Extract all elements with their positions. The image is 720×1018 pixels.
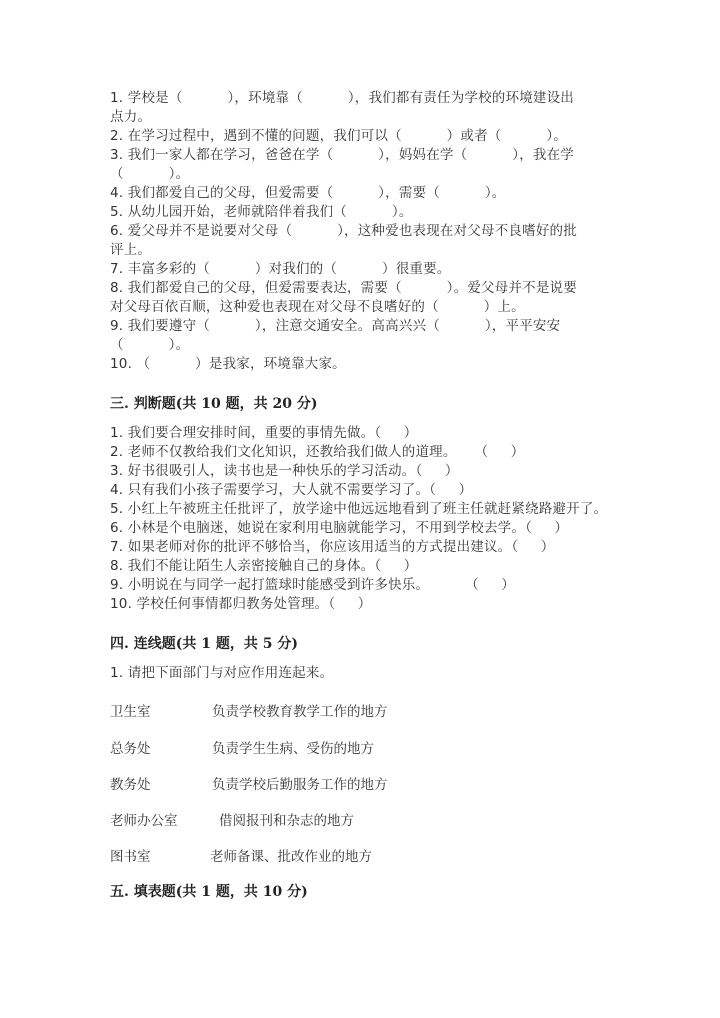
match-role: 负责学校后勤服务工作的地方 — [212, 777, 388, 793]
fill-line: 对父母百依百顺，这种爱也表现在对父母不良嗜好的（ ）上。 — [110, 299, 525, 315]
fill-line: 1. 学校是（ ），环境靠（ ），我们都有责任为学校的环境建设出 — [110, 90, 574, 106]
fill-line: 8. 我们都爱自己的父母，但爱需要表达，需要（ ）。爱父母并不是说要 — [110, 280, 577, 296]
fill-line: 10. （ ）是我家，环境靠大家。 — [110, 356, 346, 372]
section-heading-judge: 三. 判断题(共 10 题，共 20 分) — [110, 396, 318, 412]
section-heading-match: 四. 连线题(共 1 题，共 5 分) — [110, 636, 298, 652]
match-role: 老师备课、批改作业的地方 — [210, 849, 372, 865]
judge-line: 5. 小红上午被班主任批评了，放学途中他远远地看到了班主任就赶紧绕路避开了。 — [110, 501, 608, 517]
judge-line: 10. 学校任何事情都归教务处管理。（ ） — [110, 596, 372, 612]
fill-line: 点力。 — [110, 109, 152, 125]
judge-line: 8. 我们不能让陌生人亲密接触自己的身体。（ ） — [110, 558, 418, 574]
section-heading-table: 五. 填表题(共 1 题，共 10 分) — [110, 884, 308, 900]
match-dept: 老师办公室 — [110, 813, 178, 829]
fill-line: （ ）。 — [110, 166, 190, 182]
fill-line: 3. 我们一家人都在学习，爸爸在学（ ），妈妈在学（ ），我在学 — [110, 147, 574, 163]
match-dept: 卫生室 — [110, 704, 151, 720]
judge-line: 1. 我们要合理安排时间，重要的事情先做。（ ） — [110, 425, 418, 441]
judge-line: 6. 小林是个电脑迷，她说在家利用电脑就能学习，不用到学校去学。（ ） — [110, 520, 569, 536]
judge-line: 9. 小明说在与同学一起打篮球时能感受到许多快乐。 （ ） — [110, 577, 515, 593]
fill-line: 9. 我们要遵守（ ），注意交通安全。高高兴兴（ ），平平安安 — [110, 318, 561, 334]
match-dept: 图书室 — [110, 849, 151, 865]
judge-line: 2. 老师不仅教给我们文化知识，还教给我们做人的道理。 （ ） — [110, 444, 525, 460]
match-instruction: 1. 请把下面部门与对应作用连起来。 — [110, 665, 334, 681]
fill-line: 评上。 — [110, 242, 152, 258]
match-role: 负责学校教育教学工作的地方 — [212, 704, 388, 720]
fill-line: 5. 从幼儿园开始，老师就陪伴着我们（ ）。 — [110, 204, 413, 220]
fill-line: （ ）。 — [110, 337, 190, 353]
judge-line: 4. 只有我们小孩子需要学习，大人就不需要学习了。（ ） — [110, 482, 473, 498]
match-dept: 教务处 — [110, 777, 151, 793]
fill-line: 2. 在学习过程中，遇到不懂的问题，我们可以（ ）或者（ ）。 — [110, 128, 568, 144]
fill-line: 4. 我们都爱自己的父母，但爱需要（ ），需要（ ）。 — [110, 185, 506, 201]
judge-line: 7. 如果老师对你的批评不够恰当，你应该用适当的方式提出建议。（ ） — [110, 539, 555, 555]
fill-line: 6. 爱父母并不是说要对父母（ ），这种爱也表现在对父母不良嗜好的批 — [110, 223, 577, 239]
match-role: 负责学生生病、受伤的地方 — [212, 741, 374, 757]
fill-line: 7. 丰富多彩的（ ）对我们的（ ）很重要。 — [110, 261, 451, 277]
judge-line: 3. 好书很吸引人，读书也是一种快乐的学习活动。（ ） — [110, 463, 459, 479]
match-dept: 总务处 — [110, 741, 151, 757]
match-role: 借阅报刊和杂志的地方 — [219, 813, 354, 829]
